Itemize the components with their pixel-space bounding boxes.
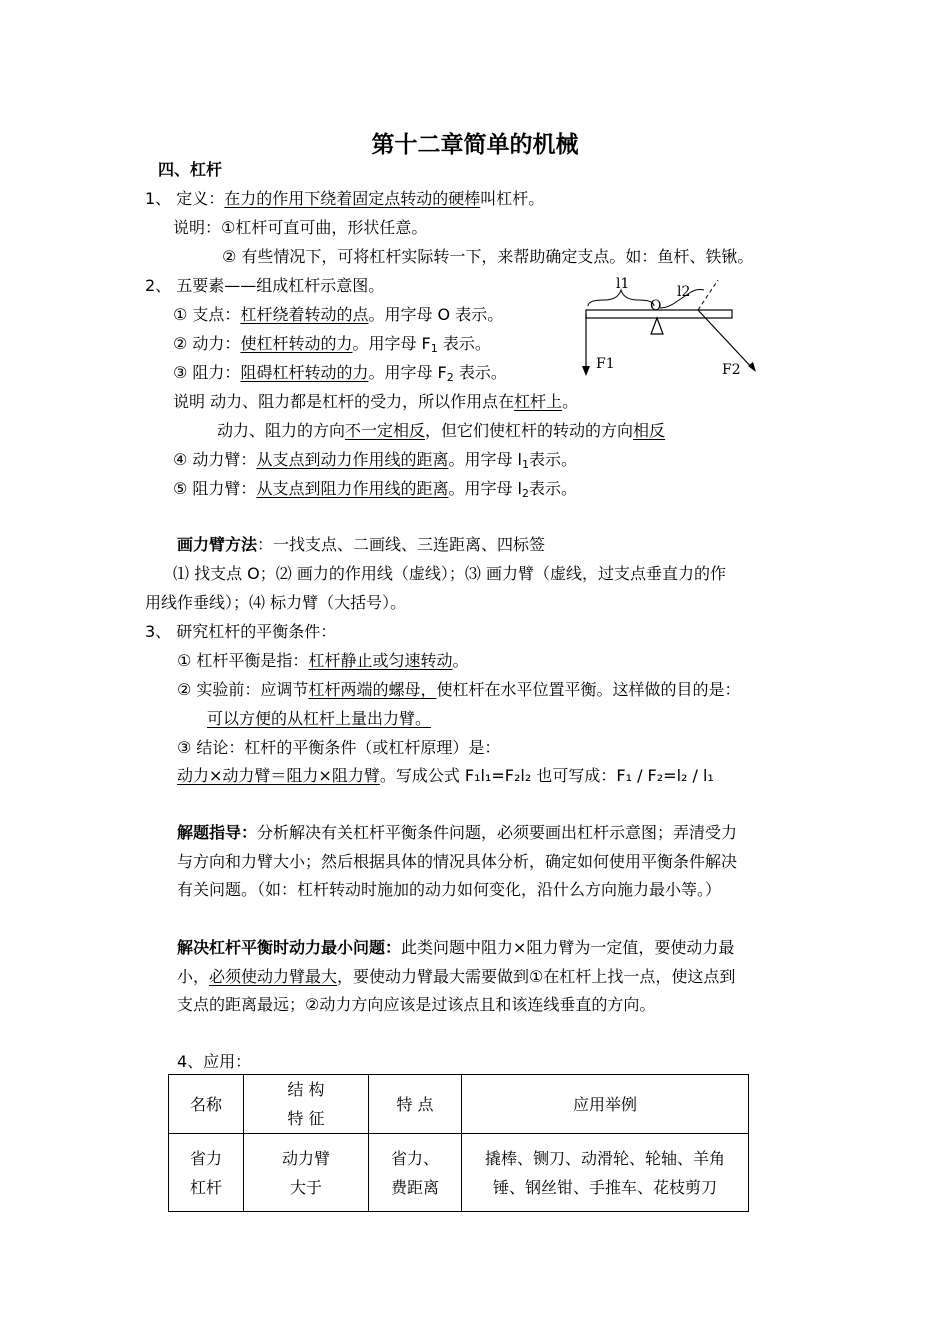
note-line-3 <box>173 392 578 412</box>
effort-arm-brace <box>588 290 654 306</box>
guide-line-3: 有关问题。（如：杠杆转动时施加的动力如何变化，沿什么方向施力最小等。） <box>177 880 722 899</box>
balance-item-2-purpose: 可以方便的从杠杆上量出力臂。 <box>207 709 432 728</box>
element-load-def: 阻碍杠杆转动的力 <box>240 363 369 382</box>
label-f1: F1 <box>596 356 615 372</box>
guide-text-1: 分析解决有关杠杆平衡条件问题，必须要画出杠杆示意图；弄清受力 <box>257 823 738 842</box>
element-fulcrum <box>173 305 503 325</box>
load-action-line <box>698 280 718 310</box>
five-elements-heading: 2、 五要素——组成杠杆示意图。 <box>145 276 385 295</box>
element-fulcrum-label: ① 支点： <box>173 305 241 324</box>
element-load <box>173 363 507 388</box>
element-fulcrum-rest: 。用字母 O 表示。 <box>368 305 504 324</box>
balance-item-2-rest: 使杠杆在水平位置平衡。这样做的目的是： <box>436 680 741 699</box>
cell-feature <box>369 1134 462 1212</box>
header-feature: 特 点 <box>369 1075 462 1134</box>
balance-item-3: ③ 结论：杠杆的平衡条件（或杠杆原理）是： <box>177 738 501 757</box>
note3-text: 说明 动力、阻力都是杠杆的受力，所以作用点在 <box>173 392 515 411</box>
element-load-end: 表示。 <box>453 363 507 382</box>
balance-heading: 3、 研究杠杆的平衡条件： <box>145 622 337 641</box>
definition-prefix: 1、 定义： <box>145 189 225 208</box>
element-load-arm-label: ⑤ 阻力臂： <box>173 479 257 498</box>
element-load-arm-end: 表示。 <box>529 479 578 498</box>
element-load-arm-rest: 。用字母 l <box>448 479 522 498</box>
label-o: O <box>650 298 662 314</box>
min-force-text-1: 此类问题中阻力×阻力臂为一定值，要使动力最 <box>401 938 735 957</box>
note4-middle: ，但它们使杠杆的转动的方向 <box>425 421 634 440</box>
note-line-2: ② 有些情况下，可将杠杆实际转一下，来帮助确定支点。如：鱼杆、铁锹。 <box>222 247 754 266</box>
note4-underlined-2: 相反 <box>633 421 666 440</box>
min-force-title: 解决杠杆平衡时动力最小问题： <box>177 938 402 957</box>
element-effort-arm-def: 从支点到动力作用线的距离 <box>256 450 449 469</box>
balance-item-1-underlined: 杠杆静止或匀速转动 <box>308 651 453 670</box>
element-effort-label: ② 动力： <box>173 334 241 353</box>
note3-underlined: 杠杆上 <box>514 392 563 411</box>
application-heading: 4、应用： <box>177 1052 252 1071</box>
balance-item-2 <box>177 680 740 700</box>
element-load-arm-sub: 2 <box>522 487 529 500</box>
note-line-1: 说明：①杠杆可直可曲，形状任意。 <box>173 218 428 237</box>
section-heading: 四、杠杆 <box>158 160 223 179</box>
balance-formula-text: 动力×动力臂＝阻力×阻力臂 <box>177 766 380 785</box>
fulcrum-triangle <box>651 318 663 334</box>
element-load-label: ③ 阻力： <box>173 363 241 382</box>
table-header-row <box>169 1075 749 1134</box>
header-structure <box>244 1075 369 1134</box>
note4-underlined-1: 不一定相反 <box>345 421 426 440</box>
min-force-text-2b: ，要使动力臂最大需要做到①在杠杆上找一点，使这点到 <box>337 967 736 986</box>
header-name: 名称 <box>169 1075 244 1134</box>
cell-examples <box>462 1134 749 1212</box>
min-force-line-3: 支点的距离最远；②动力方向应该是过该点且和该连线垂直的方向。 <box>177 995 656 1014</box>
load-arrowhead <box>748 362 756 372</box>
element-effort-arm <box>173 450 577 475</box>
note-line-4 <box>217 421 665 441</box>
element-effort-arm-sub: 1 <box>522 458 529 471</box>
note3-end: 。 <box>562 392 579 411</box>
application-table <box>168 1074 749 1212</box>
element-load-rest: 。用字母 F <box>368 363 447 382</box>
balance-formula-expr: 。写成公式 F₁l₁=F₂l₂ 也可写成：F₁ / F₂=l₂ / l₁ <box>379 766 714 785</box>
label-l1: l1 <box>616 276 630 292</box>
arm-method-title: 画力臂方法 <box>177 535 258 554</box>
arm-method-detail-1: ⑴ 找支点 O；⑵ 画力的作用线（虚线）；⑶ 画力臂（虚线，过支点垂直力的作 <box>173 564 726 583</box>
element-load-arm-def: 从支点到阻力作用线的距离 <box>256 479 449 498</box>
definition-suffix: 叫杠杆。 <box>480 189 545 208</box>
label-f2: F2 <box>722 362 741 378</box>
cell-examples-1: 撬棒、铡刀、动滑轮、轮轴、羊角 <box>484 1148 725 1168</box>
cell-name-2: 杠杆 <box>189 1177 222 1197</box>
min-force-text-2a: 小， <box>177 967 210 986</box>
balance-item-1-text: ① 杠杆平衡是指： <box>177 651 309 670</box>
guide-line-2: 与方向和力臂大小；然后根据具体的情况具体分析，确定如何使用平衡条件解决 <box>177 852 738 871</box>
balance-item-2-underlined: 杠杆两端的螺母， <box>308 680 437 699</box>
page-title: 第十二章简单的机械 <box>371 132 579 158</box>
guide-title: 解题指导： <box>177 823 258 842</box>
note4-text: 动力、阻力的方向 <box>217 421 346 440</box>
cell-feature-1: 省力、 <box>390 1148 439 1168</box>
table-row <box>169 1134 749 1212</box>
element-effort-arm-rest: 。用字母 l <box>448 450 522 469</box>
arm-method-line <box>177 535 545 555</box>
cell-examples-2: 锤、钢丝钳、手推车、花枝剪刀 <box>492 1177 717 1197</box>
element-load-sub: 2 <box>446 371 454 384</box>
cell-feature-2: 费距离 <box>390 1177 439 1197</box>
arm-method-detail-2: 用线作垂线）；⑷ 标力臂（大括号）。 <box>145 593 407 612</box>
header-structure-2: 特 征 <box>287 1109 325 1128</box>
element-effort-end: 表示。 <box>437 334 491 353</box>
balance-formula <box>177 766 714 786</box>
guide-line-1 <box>177 823 737 843</box>
header-examples: 应用举例 <box>462 1075 749 1134</box>
balance-item-2-text: ② 实验前：应调节 <box>177 680 309 699</box>
label-l2: l2 <box>677 284 691 300</box>
element-fulcrum-def: 杠杆绕着转动的点 <box>240 305 369 324</box>
arm-method-steps: ：一找支点、二画线、三连距离、四标签 <box>257 535 546 554</box>
element-effort-arm-end: 表示。 <box>529 450 578 469</box>
min-force-line-1 <box>177 938 734 958</box>
balance-item-1-end: 。 <box>452 651 469 670</box>
effort-arrowhead <box>582 366 590 376</box>
element-load-arm <box>173 479 577 504</box>
element-effort-rest: 。用字母 F <box>352 334 431 353</box>
balance-item-1 <box>177 651 468 671</box>
min-force-underlined: 必须使动力臂最大 <box>209 967 338 986</box>
min-force-line-2 <box>177 967 735 987</box>
cell-structure-2: 大于 <box>289 1177 322 1197</box>
cell-name-1: 省力 <box>189 1148 222 1168</box>
load-force-line <box>698 310 754 370</box>
definition-underlined: 在力的作用下绕着固定点转动的硬棒 <box>224 189 481 208</box>
element-effort-sub: 1 <box>430 342 438 355</box>
element-effort-def: 使杠杆转动的力 <box>240 334 353 353</box>
cell-structure-1: 动力臂 <box>281 1148 330 1168</box>
cell-structure <box>244 1134 369 1212</box>
lever-diagram <box>578 274 768 384</box>
element-effort <box>173 334 491 359</box>
definition-line <box>145 189 544 209</box>
cell-name <box>169 1134 244 1212</box>
element-effort-arm-label: ④ 动力臂： <box>173 450 257 469</box>
header-structure-1: 结 构 <box>287 1080 325 1099</box>
